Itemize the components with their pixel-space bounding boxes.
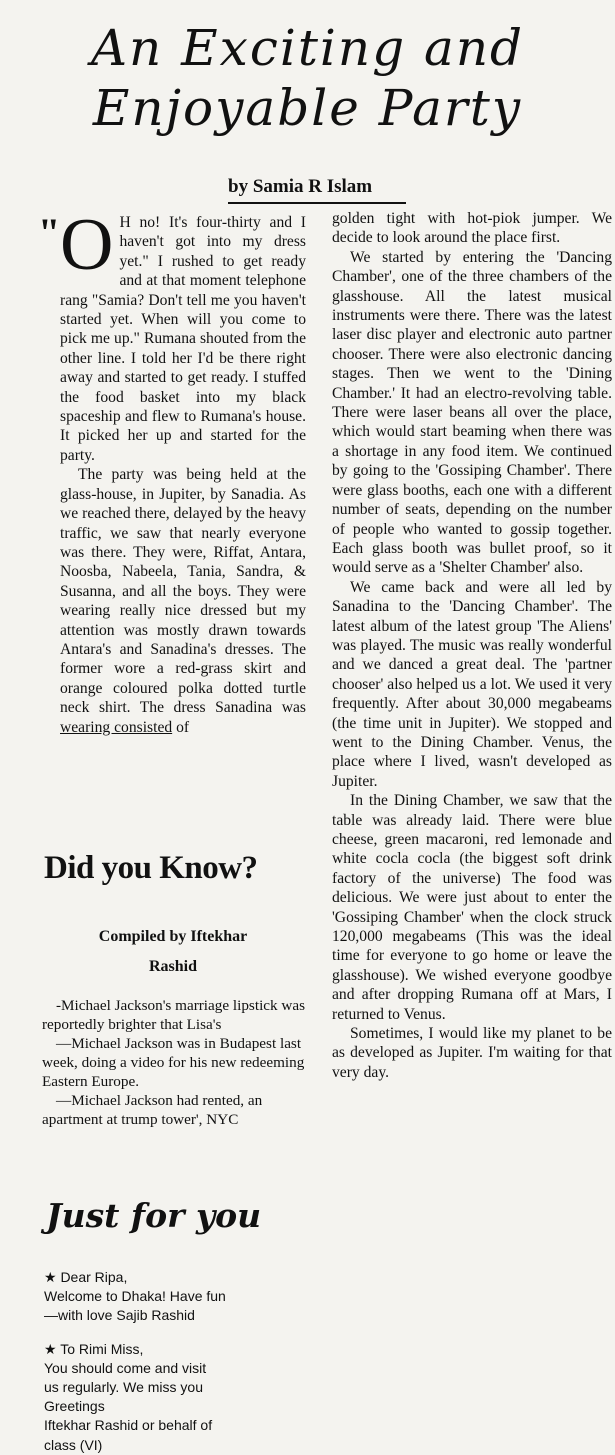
headline — [0, 18, 615, 138]
just-for-you-title: Just for you — [46, 1196, 262, 1235]
just-for-you-messages — [44, 1268, 306, 1455]
byline-rule — [228, 202, 406, 204]
byline: by Samia R Islam — [228, 176, 373, 197]
article-paragraph: In the Dining Chamber, we saw that the table was already laid. There were blue cheese, green macaroni, red lemonade and white cocla cocla (the biggest soft drink factory of the universe) The food was delicious. We were just about to enter the 'Gossiping Chamber' when the clock struck 120,000 megabeams (This was the ideal time for everyone to go home or leave the glasshouse). We wished everyone goodbye and after dropping Rumana off at Mars, I returned to Venus. — [332, 792, 612, 1023]
message-block: ★ Dear Ripa, Welcome to Dhaka! Have fun —with love Sajib Rashid — [44, 1269, 226, 1324]
did-you-know-title: Did you Know? — [44, 850, 258, 886]
article-paragraph: Sometimes, I would like my planet to be as developed as Jupiter. I'm waiting for that very day. — [332, 1025, 612, 1081]
article-paragraph: We started by entering the 'Dancing Chamber', one of the three chambers of the glasshouse. All the latest musical instruments were there. There was the latest laser disc player and electronic auto partner chooser. There were also electronic dancing stages. Then we went to the 'Dining Chamber.' It had an electro-revolving table. There were laser beans all over the place, which would start beaming when there was a shortage in any food item. We continued by going to the 'Gossiping Chamber'. There were glass booths, each one with a different number of seats, depending on the number of people who wanted to gossip together. Each glass booth was bullet proof, so it would serve as a 'Shelter Chamber' also. — [332, 248, 612, 577]
article-paragraph: We came back and were all led by Sanadina to the 'Dancing Chamber'. The latest album of the latest group 'The Aliens' was played. The music was really wonderful and we danced a great deal. The 'partner chooser' also helped us a lot. We used it very frequently. After about 30,000 megabeams (the time unit in Jupiter). We stopped and went to the Dining Chamber. Venus, the place where I lived, wasn't developed as Jupiter. — [332, 578, 612, 790]
article-paragraph: golden tight with hot-piok jumper. We decide to look around the place first. — [332, 210, 612, 247]
article-right-column — [332, 209, 612, 1082]
headline-line-1: An Exciting and — [90, 19, 525, 77]
list-item: —Michael Jackson was in Budapest last week, doing a video for his new redeeming Eastern Europe. — [42, 1035, 305, 1090]
headline-line-2: Enjoyable Party — [92, 79, 523, 137]
underlined-text: wearing consisted — [60, 718, 173, 736]
message-block: ★ To Rimi Miss, You should come and visit us regularly. We miss you Greetings Iftekhar Rashid or behalf of class (VI) — [44, 1340, 213, 1453]
list-item: -Michael Jackson's marriage lipstick was reportedly brighter that Lisa's — [42, 997, 306, 1033]
article-paragraph: O H no! It's four-thirty and I haven't got into my dress yet." I rushed to get ready and at that moment telephone rang "Samia? Don't tell me you haven't started yet. When will you come to pick me up." Rumana shouted from the other line. I told her I'd be there right away and started to get ready. I stuffed the food basket into my black spaceship and flew to Rumana's house. It picked her up and started for the party. — [60, 204, 306, 464]
article-paragraph: The party was being held at the glass-house, in Jupiter, by Sanadia. As we reached there, delayed by the heavy traffic, we saw that nearly everyone was there. They were, Riffat, Antara, Noosba, Nabeela, Tania, Sandra, & Susanna, and all the boys. They were wearing really nice dressed but my attention was mostly drawn towards Antara's and Sanadina's dresses. The former wore a red-grass skirt and orange coloured polka dotted turtle neck shirt. The dress Sanadina was wearing consisted of — [60, 466, 306, 736]
list-item: —Michael Jackson had rented, an apartment at trump tower', NYC — [42, 1092, 263, 1128]
opening-quote-mark: " — [38, 210, 61, 255]
article-left-column — [60, 204, 306, 737]
drop-cap: O — [60, 204, 114, 286]
compiled-by: Compiled by Iftekhar Rashid — [98, 928, 248, 975]
did-you-know-items — [42, 996, 306, 1129]
